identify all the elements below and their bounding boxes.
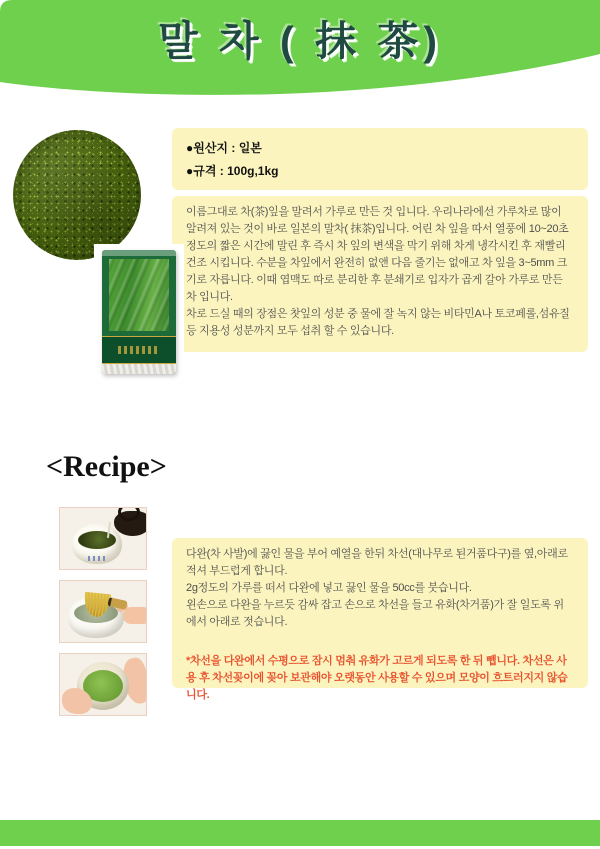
recipe-step-photo-pouring bbox=[59, 507, 147, 570]
bag-label-band bbox=[102, 336, 176, 364]
product-info-box bbox=[172, 128, 588, 190]
hand bbox=[123, 607, 147, 624]
recipe-warning: *차선을 다완에서 수평으로 잠시 멈춰 유화가 고르게 되도록 한 뒤 뺍니다. 차선은 사용 후 차선꽂이에 꽂아 보관해야 오랫동안 사용할 수 있으며 모양이 흐트러지지 않습니다. bbox=[186, 655, 568, 701]
description-paragraph-2: 차로 드실 때의 장점은 찻잎의 성분 중 물에 잘 녹지 않는 비타민A나 토코페롤,섬유질 등 지용성 성분까지 모두 섭취 할 수 있습니다. bbox=[186, 308, 570, 337]
page-title: 말 차 ( 抹 茶) bbox=[157, 18, 443, 64]
recipe-heading: <Recipe> bbox=[46, 450, 167, 483]
tea-liquid bbox=[78, 531, 116, 549]
footer-bar bbox=[0, 820, 600, 846]
origin-line: ●원산지 : 일본 bbox=[186, 141, 262, 155]
size-line: ●규격 : 100g,1kg bbox=[186, 164, 279, 178]
bag-top-seal bbox=[102, 250, 176, 256]
bowl-pattern bbox=[88, 556, 106, 561]
bag-label bbox=[118, 346, 160, 354]
recipe-step-3: 왼손으로 다완을 누르듯 감싸 잡고 손으로 차선을 들고 유화(차거품)가 잘 일도록 위에서 아래로 젓습니다. bbox=[186, 599, 564, 628]
recipe-step-photo-whisking bbox=[59, 580, 147, 643]
recipe-step-2: 2g정도의 가루를 떠서 다완에 넣고 끓인 물을 50cc를 붓습니다. bbox=[186, 582, 472, 594]
recipe-step-photo-holding bbox=[59, 653, 147, 716]
matcha-bag bbox=[102, 250, 176, 374]
matcha-powder-photo bbox=[13, 130, 141, 260]
bag-window bbox=[109, 259, 169, 331]
recipe-step-1: 다완(차 사발)에 끓인 물을 부어 예열을 한뒤 차선(대나무로 된거품다구)를 옆,아래로 적셔 부드럽게 합니다. bbox=[186, 548, 568, 577]
description-paragraph-1: 이름그대로 차(茶)잎을 말려서 가루로 만든 것 입니다. 우리나라에선 가루차로 많이 알려져 있는 것이 바로 일본의 말차( 抹茶)입니다. 어린 차 잎을 따서 열풍에 10~20초 정도의 짧은 시간에 말린 후 즉시 차 잎의 변색을 막기 위해 차게 냉각시킨 후 재빨리 건조 시킵니다. 수분을 차잎에서 완전히 없앤 다음 줄기는 없애고 차 잎을 3~5mm 크기로 자릅니다. 이때 엽맥도 따로 분리한 후 분쇄기로 입자가 곱게 갈아 가루로 만든 차 입니다. bbox=[186, 206, 569, 303]
product-description-box bbox=[172, 196, 588, 352]
recipe-instructions-box bbox=[172, 538, 588, 701]
bag-bottom-seal bbox=[102, 364, 176, 374]
matcha-package-photo bbox=[94, 244, 184, 392]
